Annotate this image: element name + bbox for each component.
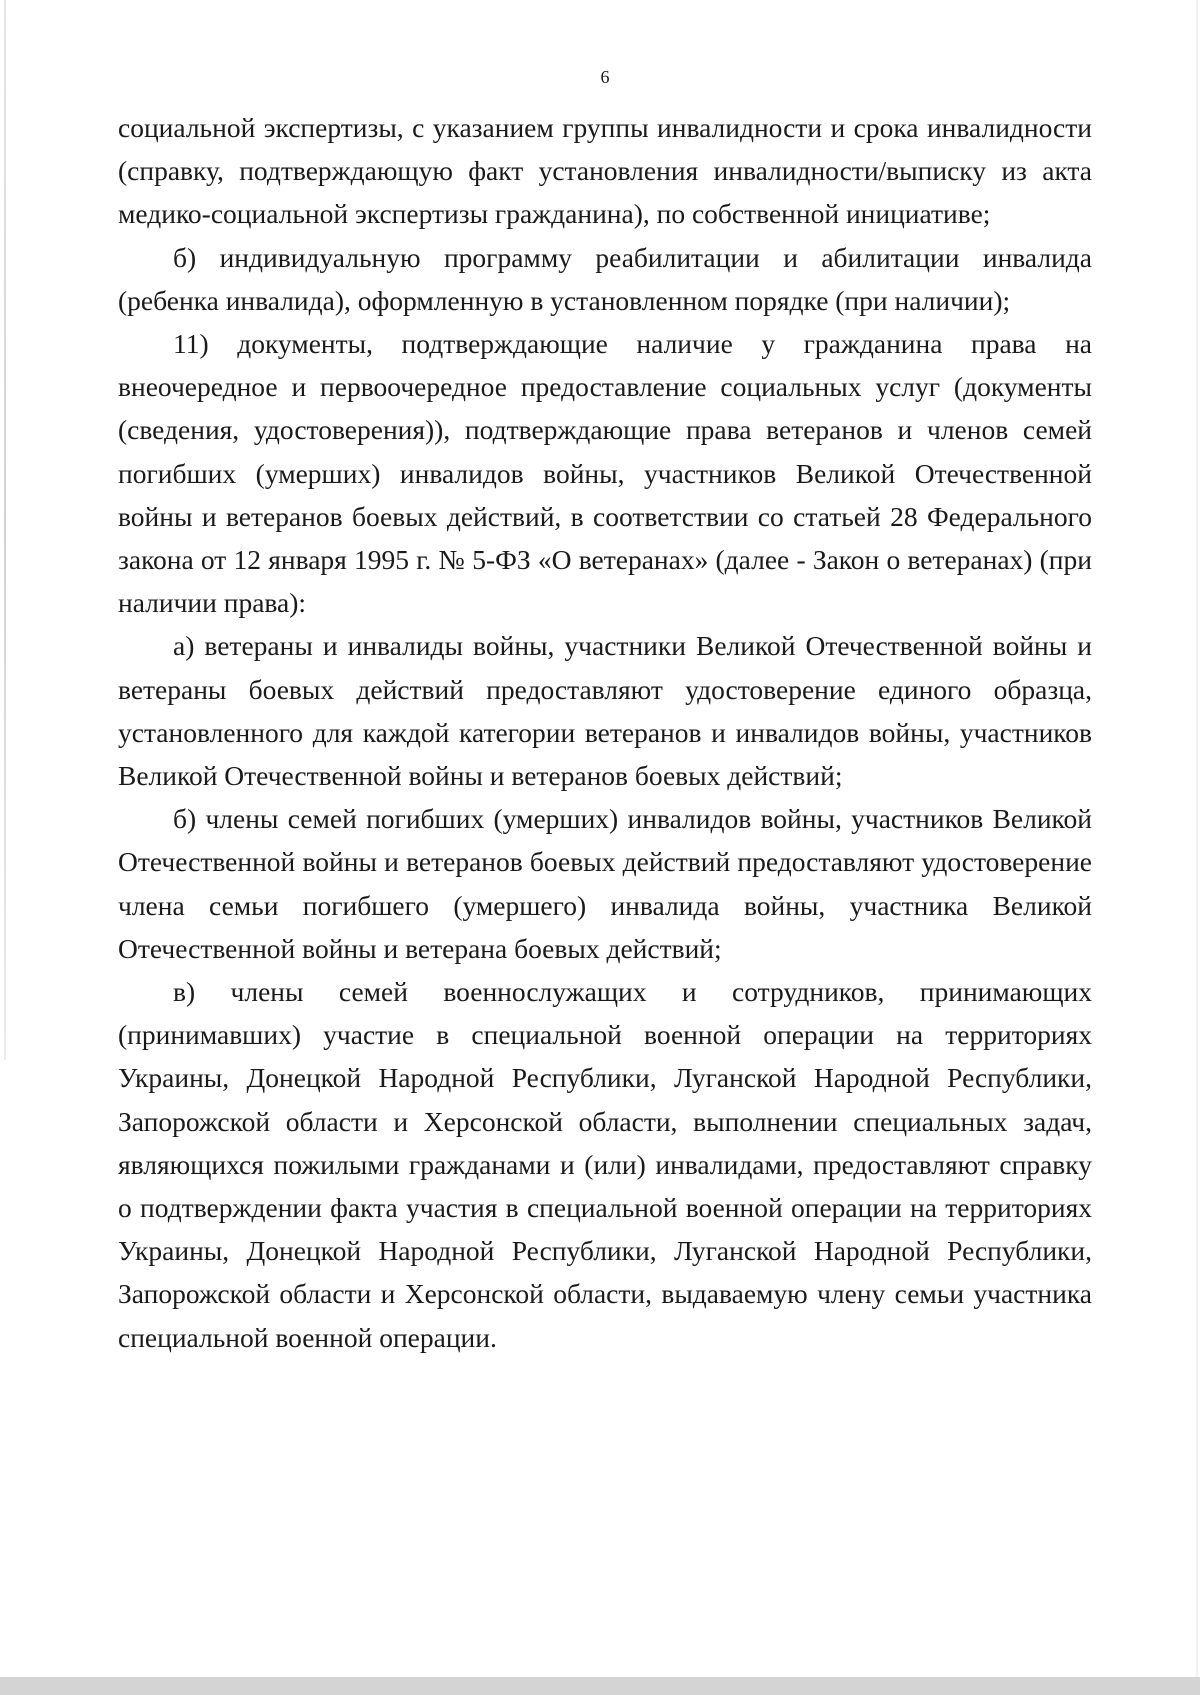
paragraph-3: 11) документы, подтверждающие наличие у гражданина права на внеочередное и первоочередное предоставление социальных услуг (документы (сведения, удостоверения)), подтверждающие права ветеранов и членов семей погибших (умерших) инвалидов войны, участников Великой Отечественной войны и ветеранов боевых действий, в соответствии со статьей 28 Федерального закона от 12 января 1995 г. № 5-ФЗ «О ветеранах» (далее - Закон о ветеранах) (при наличии права): xyxy=(118,328,1092,619)
scan-bottom-band xyxy=(0,1677,1200,1695)
page-number: 6 xyxy=(600,67,610,87)
scan-left-edge xyxy=(4,0,6,1060)
paragraph-2: б) индивидуальную программу реабилитации и абилитации инвалида (ребенка инвалида), оформленную в установленном порядке (при наличии); xyxy=(118,241,1092,316)
paragraph-4: а) ветераны и инвалиды войны, участники Великой Отечественной войны и ветераны боевых действий предоставляют удостоверение единого образца, установленного для каждой категории ветеранов и инвалидов войны, участников Великой Отечественной войны и ветеранов боевых действий; xyxy=(118,630,1092,792)
paragraph-6: в) члены семей военнослужащих и сотрудников, принимающих (принимавших) участие в специальной военной операции на территориях Украины, Донецкой Народной Республики, Луганской Народной Республики, Запорожской области и Херсонской области, выполнении специальных задач, являющихся пожилыми гражданами и (или) инвалидами, предоставляют справку о подтверждении факта участия в специальной военной операции на территориях Украины, Донецкой Народной Республики, Луганской Народной Республики, Запорожской области и Херсонской области, выдаваемую члену семьи участника специальной военной операции. xyxy=(118,976,1092,1353)
paragraph-1: социальной экспертизы, с указанием группы инвалидности и срока инвалидности (справку, подтверждающую факт установления инвалидности/выписку из акта медико-социальной экспертизы гражданина), по собственной инициативе; xyxy=(118,112,1092,230)
paragraph-5: б) члены семей погибших (умерших) инвалидов войны, участников Великой Отечественной войны и ветеранов боевых действий предоставляют удостоверение члена семьи погибшего (умершего) инвалида войны, участника Великой Отечественной войны и ветерана боевых действий; xyxy=(118,803,1092,964)
document-body xyxy=(118,106,1092,1359)
scan-right-edge xyxy=(1195,0,1198,1695)
